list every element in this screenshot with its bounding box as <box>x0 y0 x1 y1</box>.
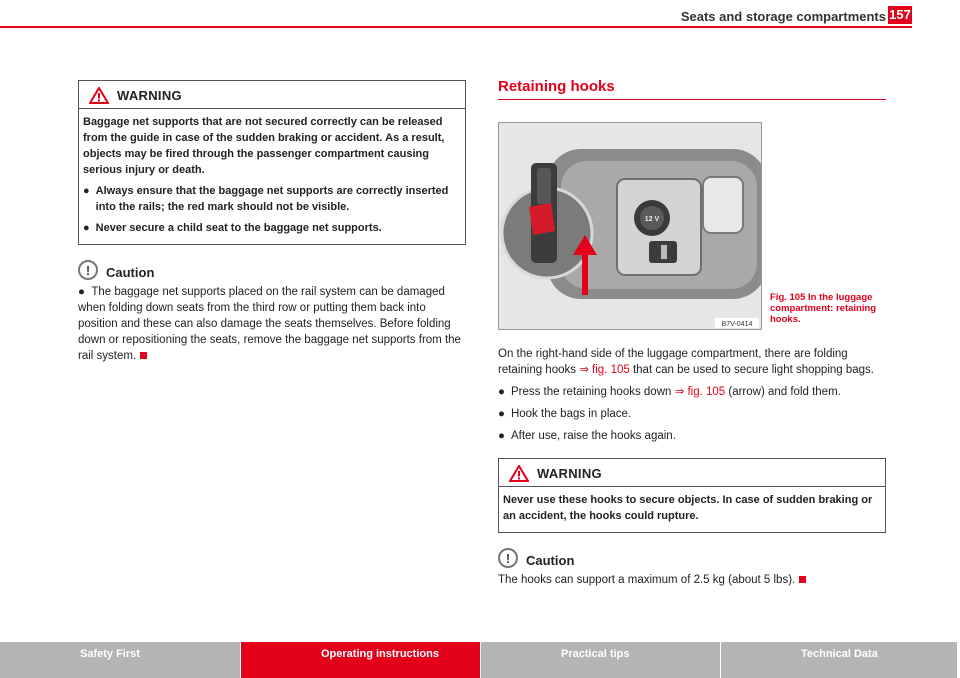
list-item <box>498 406 886 422</box>
page-number: 157 <box>889 7 911 22</box>
step-text: (arrow) and fold them. <box>725 386 841 398</box>
warning-bullet-text: Never secure a child seat to the baggage net supports. <box>95 222 382 234</box>
intro-text: On the right-hand side of the luggage compartment, there are folding retaining hooks <box>498 348 848 376</box>
warning-bullet <box>83 220 461 236</box>
caution-title: Caution <box>106 265 155 280</box>
chapter-title: Seats and storage compartments <box>680 9 886 24</box>
list-item <box>498 428 886 444</box>
bullet-icon: ● <box>498 408 505 420</box>
caution-header <box>498 548 886 568</box>
page-header <box>0 0 960 28</box>
warning-body <box>499 487 885 532</box>
intro-paragraph <box>498 346 886 378</box>
section-title: Retaining hooks <box>498 78 886 100</box>
left-column <box>78 80 466 364</box>
caution-paragraph <box>78 284 466 364</box>
right-column <box>498 78 886 588</box>
bullet-icon: ● <box>498 386 505 398</box>
caution-icon: ! <box>498 548 518 568</box>
socket-label: 12 V <box>644 216 660 223</box>
warning-triangle-icon <box>509 465 529 482</box>
figure-reference-link[interactable]: ⇒ fig. 105 <box>579 364 630 376</box>
bullet-icon: ● <box>78 286 92 298</box>
warning-box-baggage-net <box>78 80 466 245</box>
caution-paragraph <box>498 572 886 588</box>
end-of-section-icon <box>140 352 147 359</box>
figure-reference-link[interactable]: ⇒ fig. 105 <box>674 386 726 398</box>
warning-title: WARNING <box>537 465 602 481</box>
tab-safety-first[interactable]: Safety First <box>0 642 240 678</box>
steps-list <box>498 384 886 444</box>
step-text: Hook the bags in place. <box>510 408 632 420</box>
retaining-hook-illustration <box>499 123 761 329</box>
bullet-icon: ● <box>83 185 90 197</box>
bullet-icon: ● <box>83 222 90 234</box>
footer-nav <box>0 642 960 678</box>
tab-operating-instructions[interactable]: Operating instructions <box>240 642 480 678</box>
warning-text: Never use these hooks to secure objects. In case of sudden braking or an accident, the hooks could rupture. <box>503 494 873 522</box>
warning-bullet-text: Always ensure that the baggage net supports are correctly inserted into the rails; the red mark should not be visible. <box>95 185 449 213</box>
step-text: After use, raise the hooks again. <box>510 430 676 442</box>
warning-intro: Baggage net supports that are not secured correctly can be released from the guide in case of the sudden braking or accident. As a result, objects may be fired through the passenger compartment causing serious injury or death. <box>83 116 445 176</box>
warning-bullet <box>83 183 461 215</box>
intro-text: that can be used to secure light shopping bags. <box>629 364 874 376</box>
warning-body <box>79 109 465 244</box>
caution-text: The baggage net supports placed on the rail system can be damaged when folding down seats from the third row or putting them back into position and these can also damage the seats themselves. Before folding down or repositioning the seats, remove the baggage net supports from the rail system. <box>78 286 461 362</box>
caution-header <box>78 260 466 280</box>
warning-triangle-icon <box>89 87 109 104</box>
bullet-icon: ● <box>498 430 505 442</box>
step-text: Press the retaining hooks down <box>510 386 675 398</box>
figure-caption: Fig. 105 In the luggage compartment: retaining hooks. <box>770 292 877 325</box>
tab-technical-data[interactable]: Technical Data <box>720 642 957 678</box>
figure-row <box>498 122 886 332</box>
caution-icon: ! <box>78 260 98 280</box>
warning-header <box>499 459 885 487</box>
header-rule <box>0 26 912 28</box>
warning-title: WARNING <box>117 87 182 103</box>
caution-text: The hooks can support a maximum of 2.5 kg (about 5 lbs). <box>498 574 796 586</box>
warning-box-hooks <box>498 458 886 533</box>
tab-practical-tips[interactable]: Practical tips <box>480 642 720 678</box>
end-of-section-icon <box>799 576 806 583</box>
figure-code: B7V-0414 <box>721 321 753 328</box>
figure-retaining-hooks <box>498 122 762 330</box>
caution-title: Caution <box>526 553 575 568</box>
list-item <box>498 384 886 400</box>
warning-header <box>79 81 465 109</box>
